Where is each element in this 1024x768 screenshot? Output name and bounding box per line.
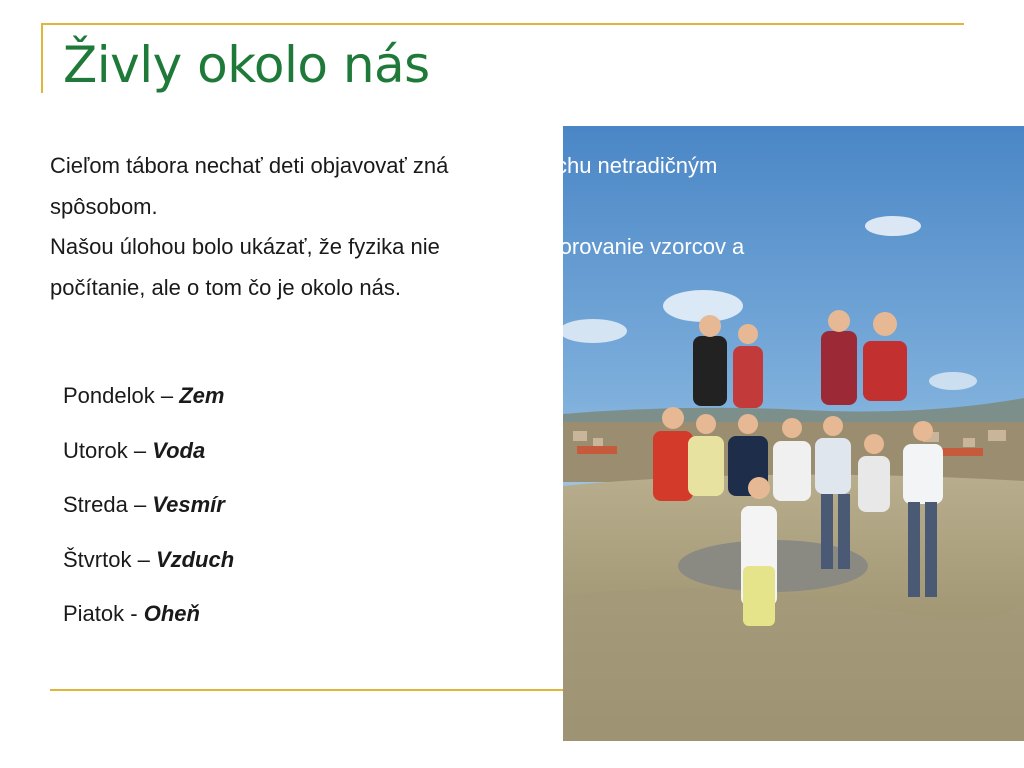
intro-line-2: spôsobom. [50, 193, 158, 219]
slide-title: Živly okolo nás [63, 36, 430, 94]
week-schedule [63, 378, 234, 651]
schedule-item-wednesday: Streda – Vesmír [63, 492, 225, 517]
top-divider [41, 23, 964, 25]
intro-line-4: počítanie, ale o tom čo je okolo nás. [50, 274, 401, 300]
intro-line-3: Našou úlohou bolo ukázať, že fyzika nie je len memorovanie vzorcov a [50, 234, 745, 259]
schedule-item-thursday: Štvrtok – Vzduch [63, 546, 235, 572]
schedule-item-tuesday: Utorok – Voda [63, 437, 206, 463]
bottom-divider [50, 689, 564, 691]
schedule-item-monday: Pondelok – Zem [63, 383, 225, 408]
schedule-item-friday: Piatok - Oheň [63, 601, 200, 626]
intro-text [50, 146, 970, 308]
intro-line-1: Cieľom tábora nechať deti objavovať známe veci trochu netradičným [50, 153, 718, 178]
left-accent-divider [41, 23, 43, 93]
